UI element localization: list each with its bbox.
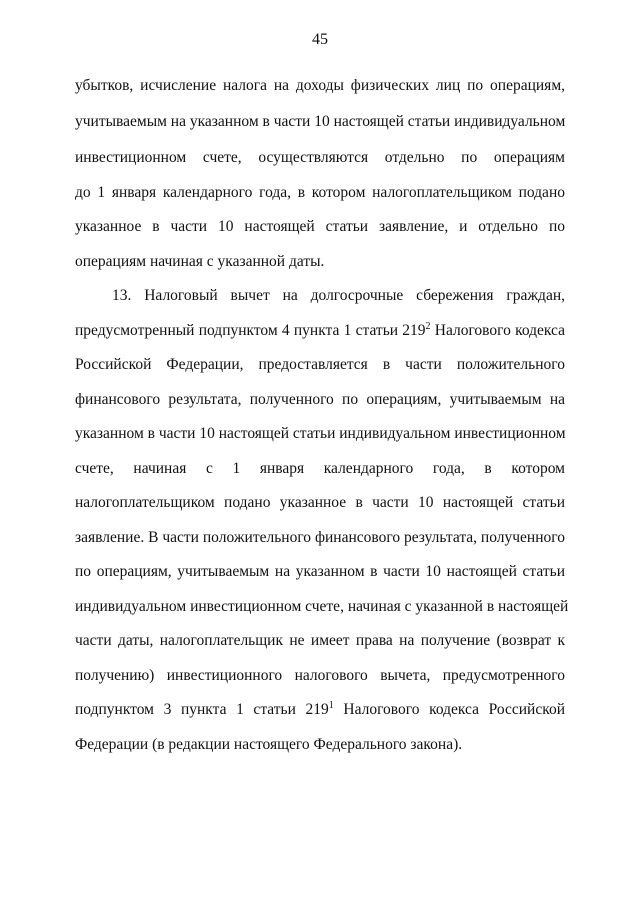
- text-line: [75, 321, 565, 341]
- text-line: получению) инвестиционного налогового вычета, предусмотренного: [75, 667, 565, 684]
- text-line: части даты, налогоплательщик не имеет права на получение (возврат к: [75, 632, 565, 649]
- text-line: финансового результата, полученного по операциям, учитываемым на: [75, 391, 565, 408]
- text-line: счете, начиная с 1 января календарного года, в котором: [75, 460, 565, 477]
- text-segment: Налогового кодекса Российской: [333, 701, 565, 718]
- text-line: учитываемым на указанном в части 10 настоящей статьи индивидуальном: [75, 113, 566, 130]
- text-line: указанное в части 10 настоящей статьи заявление, и отдельно по: [75, 218, 565, 235]
- text-line: заявление. В части положительного финансового результата, полученного: [75, 529, 565, 546]
- text-line: индивидуальном инвестиционном счете, начиная с указанной в настоящей: [75, 598, 569, 615]
- text-line: [75, 700, 565, 720]
- superscript: 2: [425, 320, 431, 332]
- superscript: 1: [328, 699, 334, 711]
- text-line: инвестиционном счете, осуществляются отдельно по операциям: [75, 149, 565, 166]
- text-segment: предусмотренный подпунктом 4 пункта 1 статьи 219: [75, 322, 426, 339]
- text-segment: Налогового кодекса: [430, 322, 565, 339]
- paragraph-start-line: 13. Налоговый вычет на долгосрочные сбережения граждан,: [112, 287, 565, 304]
- text-line: операциям начиная с указанной даты.: [75, 253, 325, 270]
- text-line: убытков, исчисление налога на доходы физических лиц по операциям,: [75, 77, 565, 94]
- text-line: по операциям, учитываемым на указанном в части 10 настоящей статьи: [75, 563, 565, 580]
- page-number: 45: [312, 31, 328, 48]
- text-line: до 1 января календарного года, в котором налогоплательщиком подано: [75, 184, 565, 201]
- text-line: Российской Федерации, предоставляется в части положительного: [75, 356, 565, 373]
- text-line: Федерации (в редакции настоящего Федерального закона).: [75, 736, 463, 753]
- text-segment: подпунктом 3 пункта 1 статьи 219: [75, 701, 329, 718]
- text-line: указанном в части 10 настоящей статьи индивидуальном инвестиционном: [75, 425, 566, 442]
- text-line: налогоплательщиком подано указанное в части 10 настоящей статьи: [75, 494, 565, 511]
